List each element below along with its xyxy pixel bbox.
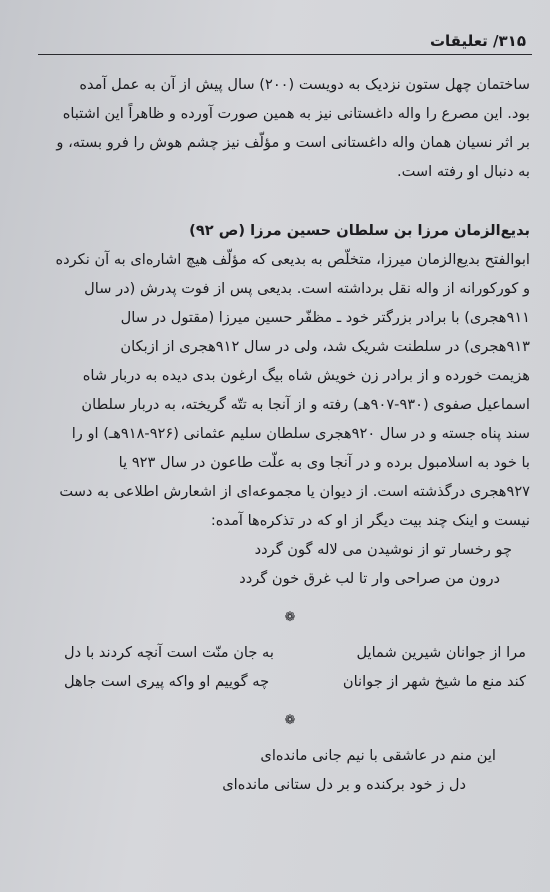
section-paragraph <box>50 245 530 535</box>
text-line: نیست و اینک چند بیت دیگر از او که در تذکره‌ها آمده: <box>210 512 530 529</box>
text-line: و کورکورانه از واله نقل برداشته است. بدیعی پس از فوت پدرش (در سال <box>84 280 530 297</box>
text-line: بر اثر نسیان همان واله داغستانی است و مؤلّف نیز چشم هوش را فرو بسته، و <box>56 134 530 151</box>
text-line: با خود به اسلامبول برده و در آنجا وی به علّت طاعون در سال ۹۲۳ یا <box>118 454 530 471</box>
text-line: ساختمان چهل ستون نزدیک به دویست (۲۰۰) سال پیش از آن به عمل آمده <box>79 76 530 93</box>
text-line: ۹۱۳هجری) در سلطنت شریک شد، ولی در سال ۹۱۲هجری از ازبکان <box>120 338 530 355</box>
verse-line: درون من صراحی وار تا لب غرق خون گردد <box>239 570 500 587</box>
running-title: ۳۱۵/ تعلیقات <box>429 32 526 50</box>
verse-line: چو رخسار تو از نوشیدن می لاله گون گردد <box>254 541 512 558</box>
section-title: بدیع‌الزمان مرزا بن سلطان حسین مرزا (ص ۹۲) <box>189 222 530 239</box>
verse-2 <box>50 638 530 696</box>
hemistich-left: به جان منّت است آنچه کردند با دل <box>64 644 274 661</box>
verse-3 <box>50 741 530 799</box>
verse-line: این منم در عاشقی با نیم جانی مانده‌ای <box>260 747 496 764</box>
text-line: ابوالفتح بدیع‌الزمان میرزا، متخلّص به بدیعی که مؤلّف هیچ اشاره‌ای به آن نکرده <box>55 251 530 268</box>
text-line: به دنبال او رفته است. <box>396 163 530 180</box>
hemistich-left: چه گوییم او واکه پیری است جاهل <box>64 673 270 690</box>
text-line: بود. این مصرع را واله داغستانی نیز به همین صورت آورده و ظاهراً این اشتباه <box>62 105 530 122</box>
text-line: ۹۱۱هجری) با برادر بزرگتر خود ـ مظفّر حسین میرزا (مقتول در سال <box>120 309 530 326</box>
page-header <box>38 30 532 55</box>
page-body <box>50 70 530 799</box>
couplet <box>50 667 530 696</box>
hemistich-right: مرا از جوانان شیرین شمایل <box>356 644 526 661</box>
text-line: هزیمت خورده و از برادر زن خویش شاه بیگ ارغون بدی دیده به دربار شاه <box>82 367 530 384</box>
hemistich-right: کند منع ما شیخ شهر از جوانان <box>342 673 526 690</box>
paragraph-1 <box>50 70 530 186</box>
text-line: ۹۲۷هجری درگذشته است. از دیوان یا مجموعه‌ای از اشعارش اطلاعی به دست <box>59 483 530 500</box>
couplet <box>50 638 530 667</box>
verse-1 <box>50 535 530 593</box>
verse-line: دل ز خود برکنده و بر دل ستانی مانده‌ای <box>222 776 466 793</box>
separator-ornament: ❁ <box>284 713 296 728</box>
separator-ornament: ❁ <box>284 610 296 625</box>
text-line: اسماعیل صفوی (۹۳۰-۹۰۷هـ) رفته و از آنجا به تتّه گریخته، به دربار سلطان <box>81 396 530 413</box>
text-line: سند پناه جسته و در سال ۹۲۰هجری سلطان سلیم عثمانی (۹۲۶-۹۱۸هـ) او را <box>71 425 530 442</box>
